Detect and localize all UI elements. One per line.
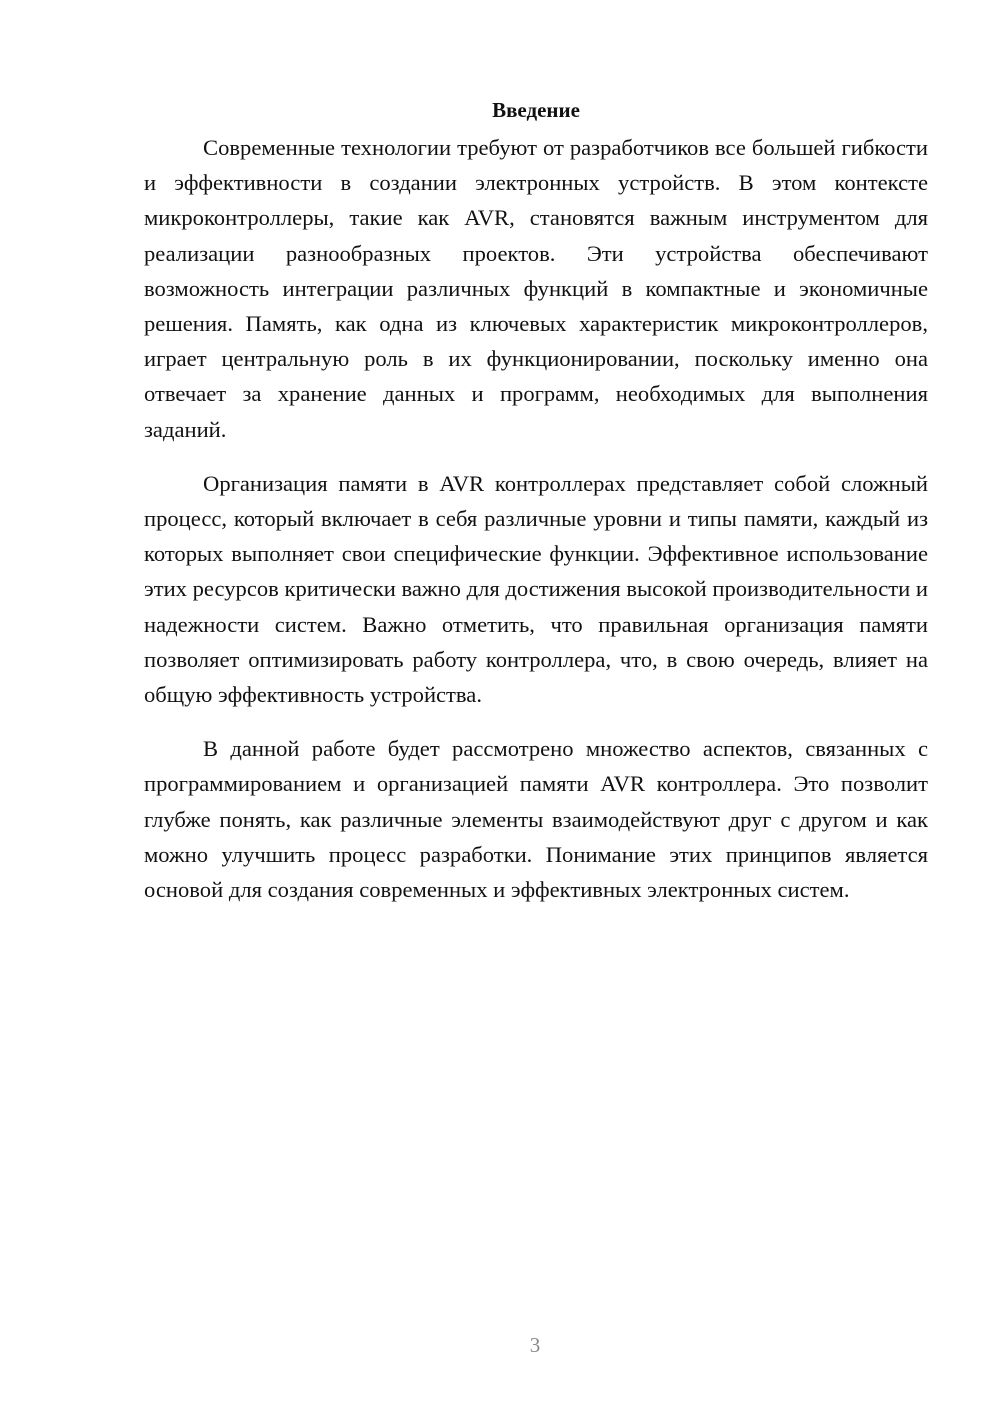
section-heading: Введение	[492, 98, 580, 122]
page-number: 3	[529, 1333, 541, 1357]
paragraph-2: Организация памяти в AVR контроллерах представляет собой сложный процесс, который включает в себя различные уровни и типы памяти, каждый из которых выполняет свои специфические функции. Эффективное использование этих ресурсов критически важно для достижения высокой производительности и надежности систем. Важно отметить, что правильная организация памяти позволяет оптимизировать работу контроллера, что, в свою очередь, влияет на общую эффективность устройства.	[144, 470, 928, 708]
page-content	[144, 92, 928, 926]
paragraph-1: Современные технологии требуют от разработчиков все большей гибкости и эффективности в создании электронных устройств. В этом контексте микроконтроллеры, такие как AVR, становятся важным инструментом для реализации разнообразных проектов. Эти устройства обеспечивают возможность интеграции различных функций в компактные и экономичные решения. Память, как одна из ключевых характеристик микроконтроллеров, играет центральную роль в их функционировании, поскольку именно она отвечает за хранение данных и программ, необходимых для выполнения заданий.	[144, 135, 928, 442]
paragraph-3: В данной работе будет рассмотрено множество аспектов, связанных с программированием и организацией памяти AVR контроллера. Это позволит глубже понять, как различные элементы взаимодействуют друг с другом и как можно улучшить процесс разработки. Понимание этих принципов является основой для создания современных и эффективных электронных систем.	[144, 736, 928, 903]
